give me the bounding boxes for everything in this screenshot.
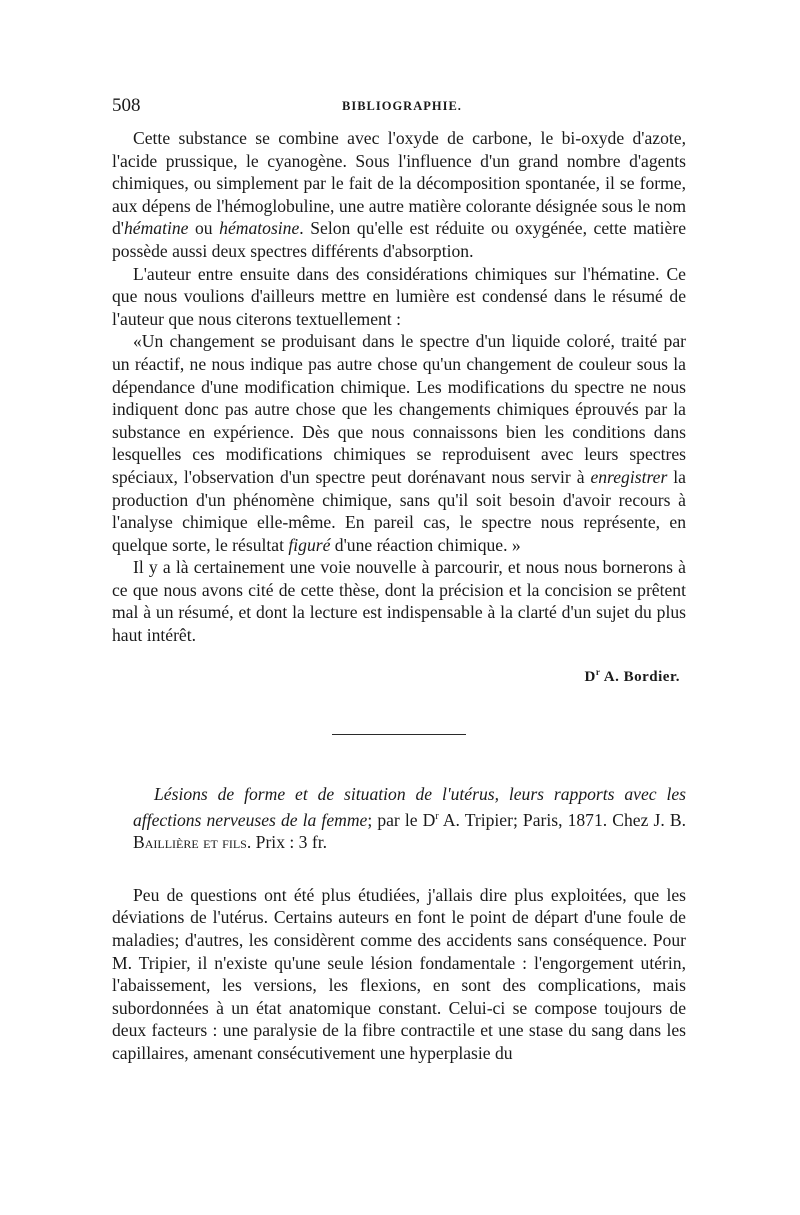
book-title: Lésions de forme et de situation de l'utérus, leurs rapports avec les affections nerveuses de la femme [133, 784, 686, 830]
term-enregistrer: enregistrer [590, 466, 668, 487]
quote-text-a: «Un changement se produisant dans le spectre d'un liquide coloré, traité par un réactif, ne nous indique pas autre chose qu'un changement de couleur sous la dépendance d'une modification chimique. Les modifications du spectre ne nous indiquent donc pas autre chose que les changements chimiques éprouvés par la substance en expérience. Dès que nous connaissons bien les conditions dans lesquelles ces modifications chimiques se reproduisent avec leurs spectres spéciaux, l'observation d'un spectre peut dorénavant nous servir à [112, 331, 686, 487]
book-author-prefix: ; par le D [367, 809, 436, 830]
book-details: A. Tripier; Paris, 1871. Chez [438, 809, 654, 830]
quote-text-b: la production d'un phénomène chimique, sans qu'il soit besoin d'avoir recours à l'analyse chimique elle-même. En pareil cas, le spectre nous représente, en quelque sorte, le résultat [112, 466, 686, 555]
para1-text-a: Cette substance se combine avec l'oxyde de carbone, le bi-oxyde d'azote, l'acide prussique, le cyanogène. Sous l'influence d'un grand nombre d'agents chimiques, ou simplement par le fait de la décomposition spontanée, il se forme, aux dépens de l'hémoglobuline, une autre matière colorante désignée sous le nom d' [112, 128, 686, 239]
book-price: . Prix : 3 fr. [246, 832, 328, 853]
book-author-sup: r [435, 810, 439, 822]
running-title: BIBLIOGRAPHIE. [342, 99, 462, 113]
paragraph-hematine [112, 127, 686, 263]
author-signature [112, 661, 680, 689]
section-divider [332, 734, 466, 735]
paragraph-review: Peu de questions ont été plus étudiées, j'allais dire plus exploitées, que les déviations de l'utérus. Certains auteurs en font le point de départ d'une foule de maladies; d'autres, les considèrent comme des accidents sans conséquence. Pour M. Tripier, il n'existe qu'une seule lésion fondamentale : l'engorgement utérin, l'abaissement, les versions, les flexions, en sont des complications, mais subordonnées à un état anatomique constant. Celui-ci se compose toujours de deux facteurs : une paralysie de la fibre contractile et une stase du sang dans les capillaires, amenant consécutivement une hyperplasie du [112, 884, 686, 1064]
quote-text-c: d'une réaction chimique. » [330, 534, 521, 555]
page-body [112, 127, 686, 1065]
page-number: 508 [112, 95, 141, 116]
paragraph-conclusion: Il y a là certainement une voie nouvelle à parcourir, et nous nous bornerons à ce que nous avons cité de cette thèse, dont la précision et la concision se prêtent mal à un résumé, et dont la lecture est indispensable à la clarté d'un sujet du plus haut intérêt. [112, 557, 686, 646]
para1-text-c: . Selon qu'elle est réduite ou oxygénée, cette matière possède aussi deux spectres différents d'absorption. [112, 218, 686, 261]
term-figure: figuré [288, 534, 331, 555]
block-quote [112, 330, 686, 556]
bibliographic-entry [112, 783, 686, 854]
signature-name: A. Bordier. [600, 668, 680, 685]
book-publisher: J. B. Baillière et fils [133, 809, 686, 853]
page-header [112, 95, 692, 119]
signature-prefix: D [584, 668, 596, 685]
term-hematine: hématine [123, 218, 189, 239]
signature-sup: r [595, 666, 601, 677]
para1-text-b: ou [188, 218, 220, 239]
paragraph-author-summary: L'auteur entre ensuite dans des considérations chimiques sur l'hématine. Ce que nous voulions d'ailleurs mettre en lumière est condensé dans le résumé de l'auteur que nous citerons textuellement : [112, 263, 686, 329]
term-hematosine: hématosine [219, 218, 300, 239]
